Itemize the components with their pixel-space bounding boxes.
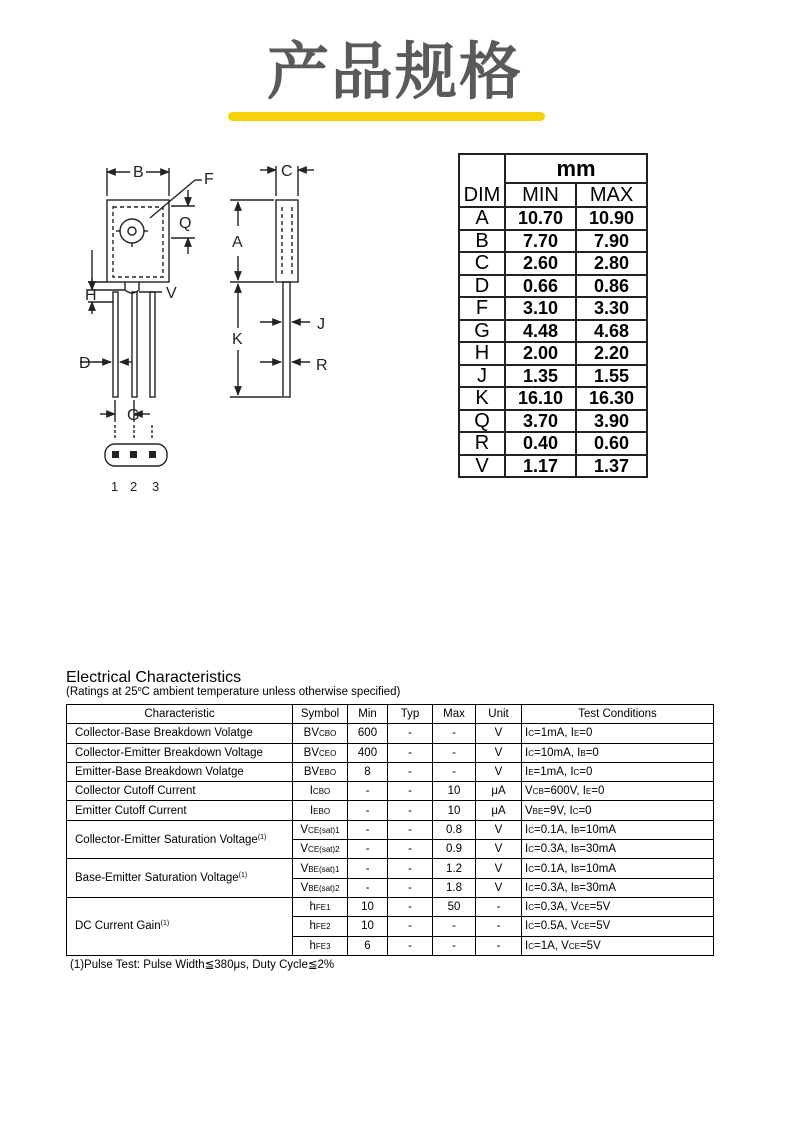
cond-1: I xyxy=(525,862,529,875)
cond-1: I xyxy=(525,843,529,856)
label-r: R xyxy=(316,357,328,374)
max-cell: 0.9 xyxy=(433,840,476,859)
min-cell: 10 xyxy=(348,917,388,936)
cond-1-val: =0.1A, xyxy=(533,823,571,836)
symbol-main: BV xyxy=(303,766,320,779)
cond-2-val: =5V xyxy=(589,901,611,914)
cond-1-sub: C xyxy=(528,922,534,932)
cond-2-val: =0 xyxy=(591,785,605,798)
label-g: G xyxy=(127,407,140,424)
symbol-cell xyxy=(293,820,348,839)
dim-cell: Q xyxy=(459,410,505,433)
cond-2-val: =0 xyxy=(579,766,593,779)
cond-1: I xyxy=(525,727,529,740)
max-column-header: MAX xyxy=(576,183,647,207)
table-row xyxy=(67,801,714,820)
max-cell: - xyxy=(433,743,476,762)
table-row xyxy=(67,897,714,916)
typ-cell: - xyxy=(388,743,433,762)
cond-1-sub: C xyxy=(528,903,534,913)
max-cell: 1.55 xyxy=(576,365,647,388)
cond-1-sub: C xyxy=(528,729,534,739)
footnote: (1)Pulse Test: Pulse Width≦380μs, Duty Cycle≦2% xyxy=(70,959,335,971)
label-c: C xyxy=(281,163,293,180)
cond-2-sub: CE xyxy=(578,922,590,932)
symbol-cell xyxy=(293,917,348,936)
symbol-cell xyxy=(293,936,348,955)
cond-2-val: =30mA xyxy=(579,843,617,856)
cond-2-val: =5V xyxy=(589,920,611,933)
conditions-cell xyxy=(522,724,714,743)
cond-2-sub: E xyxy=(585,787,592,797)
max-cell: 1.8 xyxy=(433,878,476,897)
cond-1-sub: CB xyxy=(532,787,544,797)
cond-2-sub: B xyxy=(573,845,580,855)
conditions-cell xyxy=(522,878,714,897)
header-characteristic: Characteristic xyxy=(67,705,293,724)
cond-2-val: =0 xyxy=(585,746,599,759)
table-row xyxy=(459,410,647,433)
symbol-sub: EBO xyxy=(313,806,331,816)
conditions-cell xyxy=(522,820,714,839)
symbol-main: V xyxy=(300,862,309,875)
cond-1-val: =10mA, xyxy=(533,746,578,759)
cond-1-val: =0.5A, xyxy=(533,920,571,933)
min-cell: 6 xyxy=(348,936,388,955)
cond-2: I xyxy=(570,823,574,836)
cond-1: V xyxy=(525,785,533,798)
pin-label-2: 2 xyxy=(130,479,138,494)
table-row xyxy=(459,297,647,320)
cond-2-sub: CE xyxy=(568,941,580,951)
cond-2-sub: CE xyxy=(578,903,590,913)
characteristic-cell: Emitter-Base Breakdown Volatge xyxy=(67,762,293,781)
cond-2: I xyxy=(570,862,574,875)
symbol-sub: CEO xyxy=(319,748,337,758)
min-cell: 3.10 xyxy=(505,297,576,320)
dim-column-header: DIM xyxy=(459,183,505,207)
symbol-sub: BE(sat)2 xyxy=(308,883,340,893)
table-row xyxy=(459,342,647,365)
unit-cell: - xyxy=(476,897,522,916)
label-a: A xyxy=(232,234,243,251)
unit-cell: μA xyxy=(476,801,522,820)
label-h: H xyxy=(85,287,97,304)
min-cell: - xyxy=(348,840,388,859)
cond-2: V xyxy=(570,901,579,914)
typ-cell: - xyxy=(388,840,433,859)
max-cell: 10 xyxy=(433,801,476,820)
cond-2-sub: E xyxy=(573,729,580,739)
cond-1: I xyxy=(525,939,529,952)
symbol-cell xyxy=(293,840,348,859)
cond-1: I xyxy=(525,746,529,759)
cond-2-sub: B xyxy=(573,864,580,874)
cond-2-sub: C xyxy=(572,806,579,816)
symbol-sub: EBO xyxy=(319,768,337,778)
characteristic-cell: Collector-Base Breakdown Volatge xyxy=(67,724,293,743)
table-row xyxy=(67,762,714,781)
min-cell: 3.70 xyxy=(505,410,576,433)
cond-2: I xyxy=(570,766,574,779)
table-row xyxy=(459,387,647,410)
symbol-cell xyxy=(293,724,348,743)
typ-cell: - xyxy=(388,782,433,801)
cond-1: I xyxy=(525,920,529,933)
cond-2: I xyxy=(577,746,581,759)
cond-2: I xyxy=(569,804,573,817)
cond-1-sub: C xyxy=(528,864,534,874)
conditions-cell xyxy=(522,840,714,859)
symbol-sub: FE2 xyxy=(315,922,331,932)
characteristic-cell: Collector-Emitter Breakdown Voltage xyxy=(67,743,293,762)
cond-1: I xyxy=(525,881,529,894)
cond-2-val: =10mA xyxy=(579,862,617,875)
cond-2-sub: B xyxy=(573,825,580,835)
symbol-main: h xyxy=(309,920,316,933)
table-row xyxy=(67,782,714,801)
max-cell: 50 xyxy=(433,897,476,916)
min-cell: - xyxy=(348,801,388,820)
conditions-cell xyxy=(522,762,714,781)
max-cell: 3.90 xyxy=(576,410,647,433)
symbol-main: BV xyxy=(303,727,319,740)
label-j: J xyxy=(317,316,325,333)
page-title: 产品规格 xyxy=(266,35,523,108)
table-row xyxy=(67,859,714,878)
symbol-main: V xyxy=(300,843,309,856)
cond-1-sub: C xyxy=(528,825,534,835)
cond-2: V xyxy=(561,939,569,952)
cond-2: I xyxy=(582,785,586,798)
symbol-cell xyxy=(293,878,348,897)
min-cell: 1.35 xyxy=(505,365,576,388)
symbol-cell xyxy=(293,782,348,801)
typ-cell: - xyxy=(388,917,433,936)
cond-2-sub: C xyxy=(573,768,580,778)
unit-cell: - xyxy=(476,936,522,955)
min-cell: 8 xyxy=(348,762,388,781)
cond-2-sub: B xyxy=(580,748,586,758)
min-cell: 600 xyxy=(348,724,388,743)
cond-2-val: =30mA xyxy=(579,881,617,894)
cond-1-val: =0.3A, xyxy=(533,881,571,894)
dim-header-blank xyxy=(459,154,505,183)
max-cell: 10.90 xyxy=(576,207,647,230)
unit-cell: - xyxy=(476,917,522,936)
cond-1-val: =0.3A, xyxy=(533,843,571,856)
characteristic-cell: Emitter Cutoff Current xyxy=(67,801,293,820)
cond-1-sub: C xyxy=(528,883,534,893)
min-cell: - xyxy=(348,859,388,878)
electrical-table xyxy=(66,704,714,956)
symbol-sub: CBO xyxy=(312,787,331,797)
conditions-cell xyxy=(522,782,714,801)
label-f: F xyxy=(204,171,214,188)
cond-2: I xyxy=(570,843,574,856)
dim-cell: H xyxy=(459,342,505,365)
group-hfe: DC Current Gain$^{(1)}$ xyxy=(67,897,293,955)
symbol-sub: CE(sat)1 xyxy=(308,825,340,835)
label-q: Q xyxy=(179,215,192,232)
symbol-sub: BE(sat)1 xyxy=(308,864,340,874)
min-column-header: MIN xyxy=(505,183,576,207)
min-cell: 7.70 xyxy=(505,230,576,253)
cond-1-val: =1mA, xyxy=(533,727,571,740)
dim-cell: G xyxy=(459,320,505,343)
cond-1-val: =9V, xyxy=(543,804,570,817)
symbol-cell xyxy=(293,743,348,762)
max-cell: 10 xyxy=(433,782,476,801)
cond-2-val: =0 xyxy=(579,727,593,740)
label-k: K xyxy=(232,331,243,348)
min-cell: 16.10 xyxy=(505,387,576,410)
conditions-cell xyxy=(522,917,714,936)
electrical-subtitle: (Ratings at 25$^o$C ambient temperature unless otherwise specified) xyxy=(66,686,401,698)
symbol-main: I xyxy=(309,785,313,798)
max-cell: 0.8 xyxy=(433,820,476,839)
cond-1-val: =0.3A, xyxy=(533,901,571,914)
cond-2: V xyxy=(570,920,579,933)
cond-1-val: =1A, xyxy=(533,939,562,952)
symbol-main: V xyxy=(300,823,309,836)
dim-cell: K xyxy=(459,387,505,410)
table-header-row xyxy=(67,705,714,724)
max-cell: 7.90 xyxy=(576,230,647,253)
header-typ: Typ xyxy=(388,705,433,724)
cond-1-val: =1mA, xyxy=(533,766,571,779)
conditions-cell xyxy=(522,801,714,820)
unit-cell: V xyxy=(476,840,522,859)
cond-2-val: =0 xyxy=(578,804,592,817)
characteristic-cell: Collector Cutoff Current xyxy=(67,782,293,801)
label-d: D xyxy=(79,355,91,372)
min-cell: 4.48 xyxy=(505,320,576,343)
unit-cell: V xyxy=(476,878,522,897)
header-symbol: Symbol xyxy=(293,705,348,724)
cond-1: V xyxy=(525,804,533,817)
cond-1-sub: C xyxy=(528,941,534,951)
unit-cell: V xyxy=(476,724,522,743)
dim-cell: C xyxy=(459,252,505,275)
table-row xyxy=(459,275,647,298)
typ-cell: - xyxy=(388,878,433,897)
table-row xyxy=(459,320,647,343)
symbol-main: BV xyxy=(303,746,319,759)
min-cell: 1.17 xyxy=(505,455,576,478)
typ-cell: - xyxy=(388,762,433,781)
max-cell: 4.68 xyxy=(576,320,647,343)
cond-1: I xyxy=(525,766,529,779)
header-conditions: Test Conditions xyxy=(522,705,714,724)
header-unit: Unit xyxy=(476,705,522,724)
typ-cell: - xyxy=(388,936,433,955)
min-cell: 0.66 xyxy=(505,275,576,298)
cond-1-val: =0.1A, xyxy=(533,862,571,875)
min-cell: 2.00 xyxy=(505,342,576,365)
symbol-cell xyxy=(293,801,348,820)
min-cell: 2.60 xyxy=(505,252,576,275)
max-cell: - xyxy=(433,936,476,955)
title-underline xyxy=(228,112,545,121)
cond-1-sub: E xyxy=(528,768,534,778)
min-cell: 400 xyxy=(348,743,388,762)
typ-cell: - xyxy=(388,724,433,743)
table-row xyxy=(459,252,647,275)
dim-cell: R xyxy=(459,432,505,455)
cond-2-val: =10mA xyxy=(579,823,617,836)
typ-cell: - xyxy=(388,820,433,839)
dimension-table xyxy=(458,153,648,478)
package-outline-drawing xyxy=(70,150,370,500)
cond-2: I xyxy=(570,727,574,740)
symbol-sub: CE(sat)2 xyxy=(308,845,340,855)
unit-cell: V xyxy=(476,743,522,762)
table-row xyxy=(459,432,647,455)
table-row xyxy=(459,455,647,478)
max-cell: 1.2 xyxy=(433,859,476,878)
label-v: V xyxy=(166,285,177,302)
unit-cell: V xyxy=(476,762,522,781)
group-vbesat: Base-Emitter Saturation Voltage$^{(1)}$ xyxy=(67,859,293,898)
label-b: B xyxy=(133,164,144,181)
cond-1-sub: C xyxy=(528,845,534,855)
conditions-cell xyxy=(522,936,714,955)
min-cell: 10 xyxy=(348,897,388,916)
unit-cell: V xyxy=(476,820,522,839)
typ-cell: - xyxy=(388,801,433,820)
header-min: Min xyxy=(348,705,388,724)
conditions-cell xyxy=(522,743,714,762)
symbol-main: V xyxy=(300,881,309,894)
cond-1-val: =600V, xyxy=(543,785,583,798)
unit-header: mm xyxy=(505,154,647,183)
max-cell: 2.80 xyxy=(576,252,647,275)
table-row xyxy=(459,230,647,253)
cond-1: I xyxy=(525,901,529,914)
cond-1: I xyxy=(525,823,529,836)
dim-cell: D xyxy=(459,275,505,298)
symbol-cell xyxy=(293,859,348,878)
dim-cell: V xyxy=(459,455,505,478)
typ-cell: - xyxy=(388,859,433,878)
max-cell: - xyxy=(433,724,476,743)
symbol-sub: CBO xyxy=(319,729,337,739)
max-cell: 2.20 xyxy=(576,342,647,365)
table-row xyxy=(459,207,647,230)
max-cell: - xyxy=(433,762,476,781)
unit-cell: V xyxy=(476,859,522,878)
table-row xyxy=(459,365,647,388)
symbol-sub: FE3 xyxy=(315,941,331,951)
max-cell: 0.86 xyxy=(576,275,647,298)
min-cell: - xyxy=(348,782,388,801)
group-vcesat: Collector-Emitter Saturation Voltage$^{(1)}$ xyxy=(67,820,293,859)
symbol-sub: FE1 xyxy=(315,903,331,913)
cond-1-sub: BE xyxy=(532,806,544,816)
cond-2-val: =5V xyxy=(579,939,601,952)
dim-cell: J xyxy=(459,365,505,388)
cond-2: I xyxy=(570,881,574,894)
cond-1-sub: C xyxy=(528,748,534,758)
min-cell: 0.40 xyxy=(505,432,576,455)
pin-label-1: 1 xyxy=(111,479,119,494)
max-cell: - xyxy=(433,917,476,936)
typ-cell: - xyxy=(388,897,433,916)
symbol-main: h xyxy=(309,901,316,914)
cond-2-sub: B xyxy=(573,883,580,893)
electrical-title: Electrical Characteristics xyxy=(66,669,242,686)
pin-label-3: 3 xyxy=(152,479,160,494)
dim-cell: F xyxy=(459,297,505,320)
max-cell: 1.37 xyxy=(576,455,647,478)
table-row xyxy=(67,743,714,762)
unit-cell: μA xyxy=(476,782,522,801)
symbol-cell xyxy=(293,762,348,781)
header-max: Max xyxy=(433,705,476,724)
min-cell: - xyxy=(348,820,388,839)
min-cell: - xyxy=(348,878,388,897)
symbol-main: h xyxy=(309,939,316,952)
max-cell: 3.30 xyxy=(576,297,647,320)
conditions-cell xyxy=(522,897,714,916)
table-row xyxy=(67,724,714,743)
symbol-cell xyxy=(293,897,348,916)
symbol-main: I xyxy=(309,804,314,817)
dim-cell: B xyxy=(459,230,505,253)
min-cell: 10.70 xyxy=(505,207,576,230)
max-cell: 0.60 xyxy=(576,432,647,455)
max-cell: 16.30 xyxy=(576,387,647,410)
dim-cell: A xyxy=(459,207,505,230)
table-row xyxy=(67,820,714,839)
conditions-cell xyxy=(522,859,714,878)
